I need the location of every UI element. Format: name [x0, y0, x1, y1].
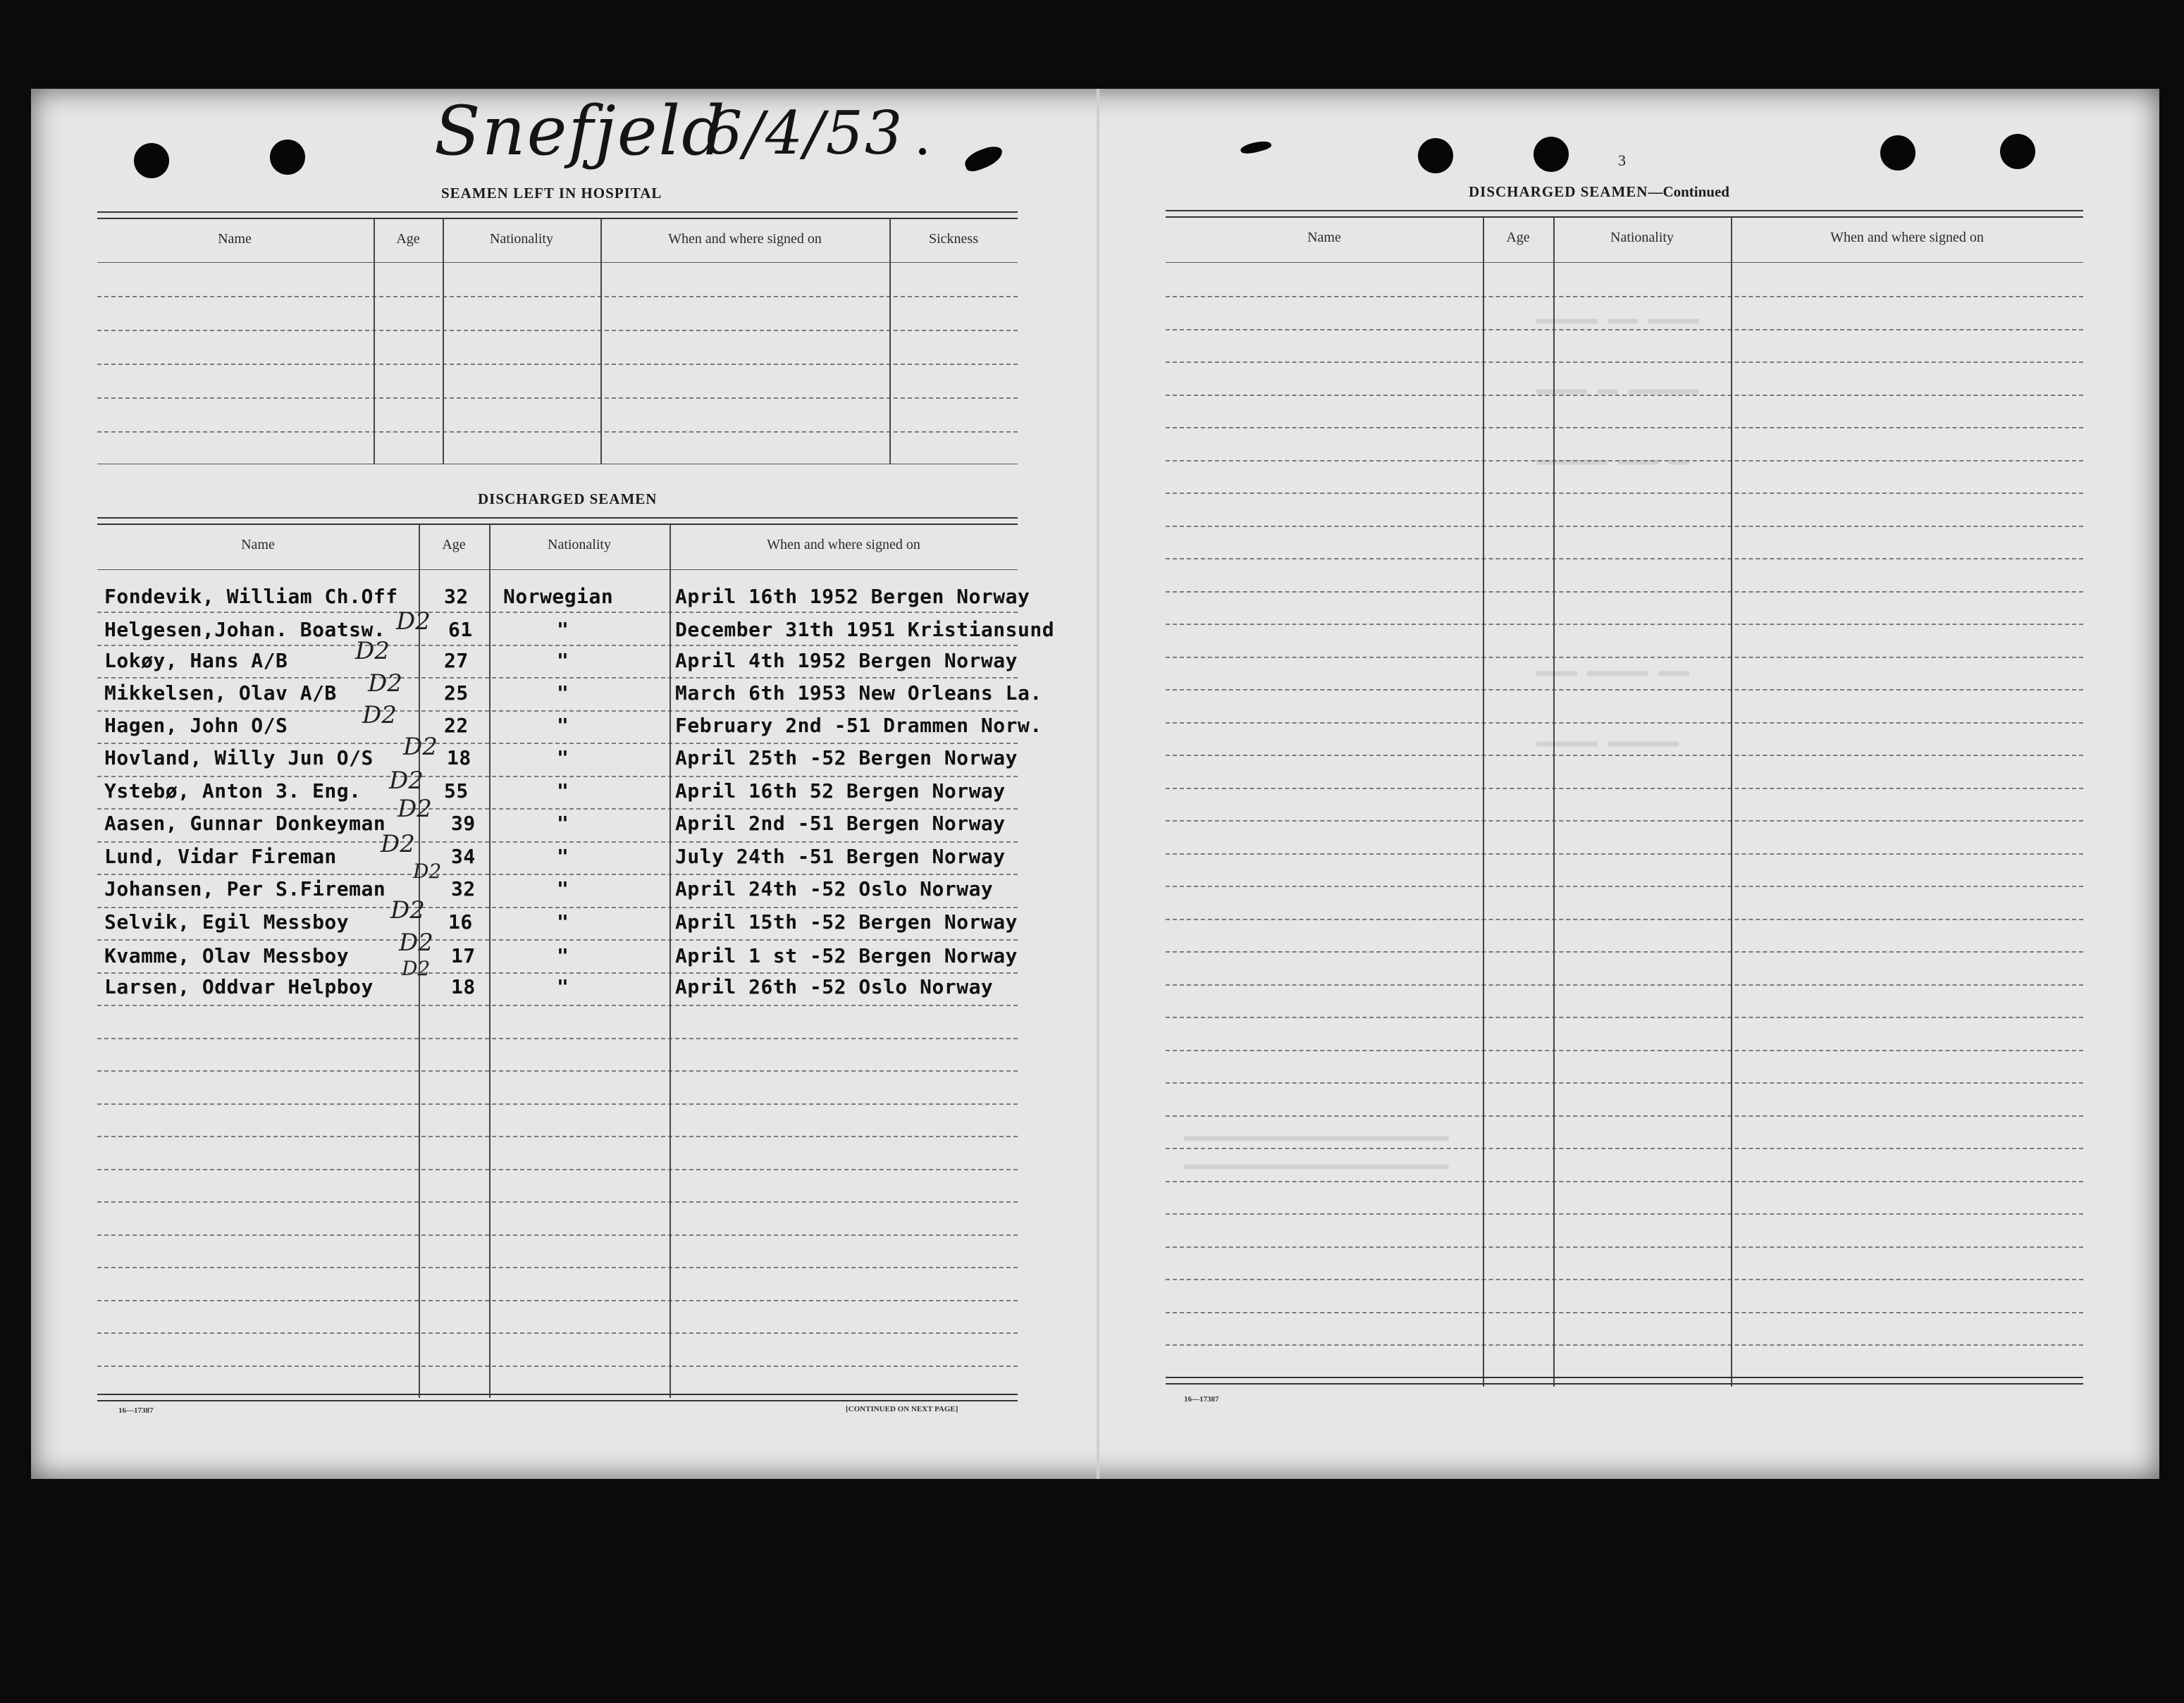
seaman-age: 32: [444, 585, 469, 608]
punch-hole: [2000, 134, 2035, 169]
hospital-header-underline: [97, 262, 1018, 263]
ruling-line: [1166, 1344, 2083, 1346]
seaman-age: 27: [444, 649, 469, 672]
seaman-name: Helgesen,Johan. Boatsw.: [104, 618, 386, 641]
seaman-nationality: ": [557, 975, 569, 998]
hospital-row-line: [97, 296, 1018, 297]
ruling-line: [97, 874, 1018, 875]
right-header-rule: [1166, 210, 2083, 218]
seaman-name: Larsen, Oddvar Helpboy: [104, 975, 374, 998]
hospital-row-line: [97, 431, 1018, 433]
right-header-underline: [1166, 262, 2083, 263]
ruling-line: [97, 710, 1018, 712]
seaman-name: Lokøy, Hans A/B: [104, 649, 288, 672]
handwritten-mark: D2: [413, 860, 442, 883]
ruling-line: [1166, 788, 2083, 789]
page-number: 3: [1618, 151, 1626, 169]
ruling-line: [97, 1103, 1018, 1105]
seaman-signed-on: April 16th 1952 Bergen Norway: [675, 585, 1030, 608]
bleed-through: ▬▬▬▬▬▬ ▬▬▬ ▬▬▬▬▬: [1536, 310, 1700, 330]
ruling-line: [1166, 853, 2083, 855]
ruling-line: [1166, 361, 2083, 363]
ruling-line: [1166, 1082, 2083, 1084]
ruling-line: [97, 1366, 1018, 1367]
seaman-signed-on: March 6th 1953 New Orleans La.: [675, 681, 1042, 705]
right-col-signed-on: When and where signed on: [1830, 230, 1984, 245]
seaman-age: 39: [451, 812, 476, 835]
ruling-line: [97, 1136, 1018, 1137]
punch-hole: [1418, 138, 1453, 173]
seaman-name: Aasen, Gunnar Donkeyman: [104, 812, 386, 835]
discharged-col-divider: [670, 524, 671, 1398]
punch-hole: [1880, 135, 1915, 171]
ruling-line: [1166, 1148, 2083, 1149]
handwritten-mark: D2: [396, 607, 431, 636]
handwritten-mark: D2: [403, 733, 438, 761]
ruling-line: [97, 1300, 1018, 1301]
ruling-line: [97, 1201, 1018, 1203]
seaman-age: 34: [451, 845, 476, 868]
ruling-line: [97, 1267, 1018, 1268]
ruling-line: [1166, 1181, 2083, 1182]
hospital-col-name: Name: [218, 231, 252, 247]
seaman-nationality: ": [557, 618, 569, 641]
handwritten-ship-name: Snefjeld: [434, 92, 727, 171]
handwritten-mark: D2: [362, 701, 397, 729]
ruling-line: [97, 1169, 1018, 1170]
ruling-line: [97, 1332, 1018, 1334]
ruling-line: [1166, 886, 2083, 887]
seaman-nationality: ": [557, 779, 569, 803]
seaman-name: Kvamme, Olav Messboy: [104, 944, 350, 967]
seaman-name: Fondevik, William Ch.Off: [104, 585, 398, 608]
seaman-signed-on: July 24th -51 Bergen Norway: [675, 845, 1006, 868]
punch-hole: [1534, 137, 1569, 172]
seaman-signed-on: April 4th 1952 Bergen Norway: [675, 649, 1018, 672]
seaman-signed-on: February 2nd -51 Drammen Norw.: [675, 714, 1042, 737]
seaman-signed-on: April 26th -52 Oslo Norway: [675, 975, 994, 998]
ruling-line: [1166, 951, 2083, 953]
continued-section-title: [1469, 183, 1729, 201]
ruling-line: [1166, 919, 2083, 920]
continued-note: [CONTINUED ON NEXT PAGE]: [846, 1405, 958, 1413]
hospital-col-signed-on: When and where signed on: [668, 231, 822, 247]
hospital-col-nationality: Nationality: [490, 231, 553, 247]
continued-title-suffix: —Continued: [1648, 183, 1729, 200]
hospital-row-line: [97, 364, 1018, 365]
ruling-line: [97, 743, 1018, 744]
seaman-name: Lund, Vidar Fireman: [104, 845, 337, 868]
seaman-age: 18: [447, 746, 471, 769]
punch-hole: [270, 140, 305, 175]
ruling-line: [1166, 1115, 2083, 1117]
right-col-divider: [1731, 217, 1732, 1387]
handwritten-mark: D2: [390, 896, 425, 924]
hospital-row-line: [97, 397, 1018, 399]
right-bottom-rule: [1166, 1377, 2083, 1385]
seaman-nationality: ": [557, 877, 569, 900]
seaman-nationality: ": [557, 714, 569, 737]
seaman-nationality: ": [557, 845, 569, 868]
ruling-line: [1166, 427, 2083, 428]
ruling-line: [1166, 1246, 2083, 1248]
punch-hole: [134, 143, 169, 178]
hospital-section-title: SEAMEN LEFT IN HOSPITAL: [441, 185, 662, 202]
handwritten-mark: D2: [381, 830, 415, 858]
seaman-name: Hagen, John O/S: [104, 714, 288, 737]
ruling-line: [97, 841, 1018, 843]
discharged-col-nationality: Nationality: [548, 537, 611, 552]
bleed-through: ▬▬▬▬▬▬▬▬▬▬▬▬▬▬▬▬▬▬▬▬▬▬▬▬▬▬: [1184, 1156, 1449, 1175]
discharged-col-name: Name: [241, 537, 275, 552]
discharged-header-rule: [97, 517, 1018, 525]
seaman-age: 55: [444, 779, 469, 803]
bleed-through: ▬▬▬▬▬▬▬ ▬▬▬▬ ▬▬: [1536, 451, 1689, 471]
right-col-age: Age: [1506, 230, 1530, 245]
seaman-nationality: ": [557, 681, 569, 705]
seaman-signed-on: April 25th -52 Bergen Norway: [675, 746, 1018, 769]
ruling-line: [1166, 984, 2083, 986]
ruling-line: [97, 612, 1018, 613]
seaman-age: 32: [451, 877, 476, 900]
bleed-through: ▬▬▬▬▬ ▬▬ ▬▬▬▬▬▬▬: [1536, 380, 1700, 400]
seaman-name: Johansen, Per S.Fireman: [104, 877, 386, 900]
ruling-line: [1166, 1213, 2083, 1215]
handwritten-mark: D2: [389, 767, 424, 795]
seaman-nationality: ": [557, 944, 569, 967]
ruling-line: [1166, 722, 2083, 724]
hospital-col-divider: [443, 218, 444, 464]
right-col-name: Name: [1307, 230, 1341, 245]
ruling-line: [1166, 689, 2083, 691]
ink-blot: [919, 148, 926, 155]
page-fold: [1097, 89, 1099, 1479]
discharged-col-signed-on: When and where signed on: [767, 537, 920, 552]
hospital-header-rule: [97, 211, 1018, 219]
seaman-name: Ystebø, Anton 3. Eng.: [104, 779, 362, 803]
ruling-line: [1166, 296, 2083, 297]
ruling-line: [97, 972, 1018, 974]
hospital-col-sickness: Sickness: [929, 231, 978, 247]
hospital-col-divider: [600, 218, 602, 464]
bleed-through: ▬▬▬▬▬▬▬▬▬▬▬▬▬▬▬▬▬▬▬▬▬▬▬▬▬▬: [1184, 1127, 1449, 1147]
handwritten-mark: D2: [399, 929, 433, 957]
hospital-col-age: Age: [396, 231, 420, 247]
ruling-line: [1166, 657, 2083, 658]
ruling-line: [1166, 755, 2083, 756]
ruling-line: [1166, 558, 2083, 559]
seaman-age: 22: [444, 714, 469, 737]
seaman-nationality: ": [557, 649, 569, 672]
discharged-header-underline: [97, 569, 1018, 570]
hospital-col-divider: [374, 218, 375, 464]
left-form-number: 16—17387: [118, 1406, 154, 1415]
ruling-line: [97, 1005, 1018, 1006]
ruling-line: [97, 1234, 1018, 1236]
discharged-bottom-rule: [97, 1394, 1018, 1401]
seaman-name: Selvik, Egil Messboy: [104, 910, 350, 934]
bleed-through: ▬▬▬▬▬▬ ▬▬▬▬▬▬▬: [1536, 733, 1679, 753]
ruling-line: [97, 907, 1018, 908]
handwritten-mark: D2: [368, 669, 402, 698]
bleed-through: ▬▬▬▬ ▬▬▬▬▬▬ ▬▬▬: [1536, 662, 1689, 682]
hospital-col-divider: [889, 218, 891, 464]
ruling-line: [1166, 591, 2083, 593]
discharged-section-title: DISCHARGED SEAMEN: [478, 490, 658, 507]
seaman-name: Mikkelsen, Olav A/B: [104, 681, 337, 705]
ruling-line: [97, 677, 1018, 679]
ruling-line: [1166, 1017, 2083, 1018]
handwritten-mark: D2: [402, 957, 431, 980]
right-col-nationality: Nationality: [1610, 230, 1674, 245]
ruling-line: [1166, 1050, 2083, 1051]
seaman-signed-on: December 31th 1951 Kristiansund: [675, 618, 1055, 641]
ruling-line: [1166, 1279, 2083, 1280]
seaman-signed-on: April 16th 52 Bergen Norway: [675, 779, 1006, 803]
seaman-age: 18: [451, 975, 476, 998]
seaman-signed-on: April 15th -52 Bergen Norway: [675, 910, 1018, 934]
ruling-line: [97, 939, 1018, 941]
ruling-line: [97, 1038, 1018, 1039]
ruling-line: [97, 645, 1018, 646]
seaman-nationality: ": [557, 910, 569, 934]
handwritten-mark: D2: [397, 795, 432, 823]
ruling-line: [1166, 493, 2083, 494]
ruling-line: [97, 808, 1018, 810]
ruling-line: [1166, 820, 2083, 822]
seaman-nationality: ": [557, 746, 569, 769]
seaman-nationality: ": [557, 812, 569, 835]
seaman-age: 16: [448, 910, 473, 934]
seaman-name: Hovland, Willy Jun O/S: [104, 746, 374, 769]
right-col-divider: [1483, 217, 1484, 1387]
seaman-age: 61: [448, 618, 473, 641]
ruling-line: [1166, 624, 2083, 625]
seaman-age: 17: [451, 944, 476, 967]
right-form-number: 16—17387: [1184, 1395, 1219, 1404]
handwritten-mark: D2: [355, 637, 390, 665]
seaman-signed-on: April 2nd -51 Bergen Norway: [675, 812, 1006, 835]
seaman-nationality: Norwegian: [503, 585, 614, 608]
discharged-col-age: Age: [442, 537, 466, 552]
ruling-line: [1166, 526, 2083, 527]
seaman-age: 25: [444, 681, 469, 705]
seaman-signed-on: April 1 st -52 Bergen Norway: [675, 944, 1018, 967]
continued-title-text: DISCHARGED SEAMEN: [1469, 183, 1648, 200]
ruling-line: [97, 1070, 1018, 1072]
ruling-line: [1166, 1312, 2083, 1313]
discharged-col-divider: [489, 524, 491, 1398]
hospital-row-line: [97, 330, 1018, 331]
ruling-line: [97, 776, 1018, 777]
handwritten-date: 6/4/53: [705, 99, 904, 168]
seaman-signed-on: April 24th -52 Oslo Norway: [675, 877, 994, 900]
